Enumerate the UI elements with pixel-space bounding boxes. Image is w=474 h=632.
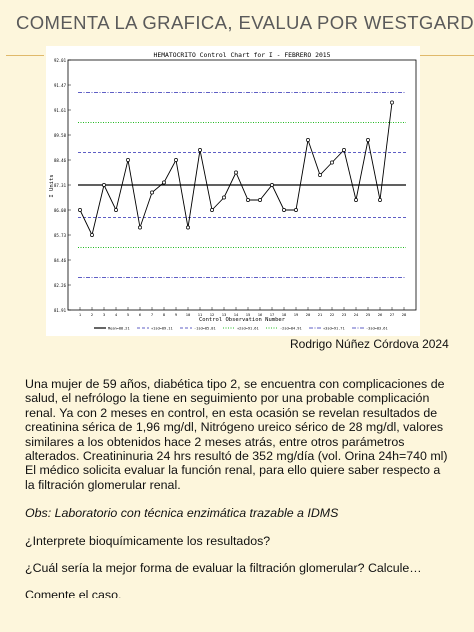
data-point: [390, 101, 393, 104]
x-tick-label: 6: [138, 312, 142, 317]
x-tick-label: 18: [281, 312, 287, 317]
data-point: [234, 171, 237, 174]
x-tick-label: 12: [209, 312, 215, 317]
data-point: [318, 173, 321, 176]
y-tick-label: 85.73: [53, 233, 66, 238]
data-point: [354, 198, 357, 201]
y-tick-label: 87.31: [53, 183, 66, 188]
y-tick-labels: [54, 58, 71, 313]
x-tick-label: 24: [353, 312, 359, 317]
y-tick-label: 84.46: [53, 258, 66, 263]
question-2: ¿Cuál sería la mejor forma de evaluar la filtración glomerular? Calcule…: [25, 561, 422, 576]
data-point: [294, 208, 297, 211]
data-point: [270, 183, 273, 186]
x-tick-label: 10: [185, 312, 191, 317]
data-point: [162, 181, 165, 184]
chart-xlabel: Control Observation Number: [198, 317, 286, 323]
legend-label: -1sd=85.81: [194, 326, 216, 331]
x-tick-label: 13: [221, 312, 227, 317]
x-tick-label: 15: [245, 312, 251, 317]
x-tick-label: 21: [317, 312, 323, 317]
x-tick-label: 25: [365, 312, 371, 317]
data-point: [330, 161, 333, 164]
x-tick-label: 4: [114, 312, 118, 317]
data-point: [114, 208, 117, 211]
closing-prompt: Comente el caso.: [25, 588, 122, 599]
x-tick-label: 27: [389, 312, 395, 317]
x-tick-label: 5: [126, 312, 130, 317]
x-tick-label: 16: [257, 312, 263, 317]
chart-title: HEMATOCRITO Control Chart for I - FEBRERO 2015: [153, 51, 331, 59]
data-point: [90, 233, 93, 236]
chart-legend: [94, 327, 388, 331]
slide-title: COMENTA LA GRAFICA, EVALUA POR WESTGARD: [16, 12, 474, 33]
question-1: ¿Interprete bioquímicamente los resultados?: [25, 533, 271, 548]
data-point: [126, 158, 129, 161]
lab-note: Obs: Laboratorio con técnica enzimática trazable a IDMS: [25, 506, 339, 521]
legend-label: +3sd=91.71: [323, 326, 345, 331]
legend-label: +1sd=89.11: [151, 326, 173, 331]
data-point: [366, 138, 369, 141]
data-point: [186, 226, 189, 229]
data-point: [198, 148, 201, 151]
data-point: [222, 196, 225, 199]
x-tick-label: 1: [78, 312, 82, 317]
y-tick-label: 92.01: [53, 58, 66, 63]
data-point: [282, 208, 285, 211]
y-tick-label: 86.08: [53, 208, 66, 213]
y-tick-label: 81.91: [53, 308, 66, 313]
y-tick-label: 89.58: [53, 133, 66, 138]
data-point: [150, 191, 153, 194]
x-tick-label: 26: [377, 312, 383, 317]
y-tick-label: 91.47: [53, 83, 66, 88]
title-rule-right: [418, 55, 474, 56]
x-tick-label: 14: [233, 312, 239, 317]
data-point: [378, 198, 381, 201]
data-point: [306, 138, 309, 141]
case-body: [25, 377, 450, 598]
x-tick-label: 17: [269, 312, 275, 317]
x-tick-label: 3: [102, 312, 106, 317]
data-point: [258, 198, 261, 201]
author-name: Rodrigo Núñez Córdova 2024: [290, 337, 449, 351]
x-tick-label: 9: [174, 312, 178, 317]
legend-label: Mean=88.21: [108, 326, 130, 331]
legend-label: -2sd=84.91: [280, 326, 302, 331]
x-tick-labels: [79, 307, 407, 317]
case-text: Una mujer de 59 años, diabética tipo 2, se encuentra con complicaciones de salud, el nefrólogo la tiene en seguimiento por una probable complicación renal. Ya con 2 meses en control, en esta ocasión se revelan resultados de creatinina sérica de 1,96 mg/dl, Nitrógeno ureico sérico de 28 mg/dl, valores similares a los obtenidos hace 2 meses atrás, entre otros parámetros alterados. Creatininuria 24 hrs resultó de 352 mg/día (vol. Orina 24h=740 ml) El médico solicita evaluar la función renal, para ello quiere saber respecto a la filtración glomerular renal.: [25, 377, 448, 492]
chart-ylabel: I Units: [49, 174, 55, 198]
x-tick-label: 28: [401, 312, 407, 317]
legend-label: -3sd=83.61: [366, 326, 388, 331]
y-tick-label: 88.46: [53, 158, 66, 163]
control-chart: [46, 46, 420, 336]
x-tick-label: 22: [329, 312, 335, 317]
data-point: [246, 198, 249, 201]
x-tick-label: 23: [341, 312, 347, 317]
data-point: [342, 148, 345, 151]
x-tick-label: 8: [162, 312, 166, 317]
data-point: [102, 183, 105, 186]
data-point: [78, 208, 81, 211]
data-point: [138, 226, 141, 229]
y-tick-label: 82.26: [53, 283, 66, 288]
x-tick-label: 11: [197, 312, 203, 317]
control-lines: [78, 93, 406, 278]
x-tick-label: 19: [293, 312, 299, 317]
legend-label: +2sd=91.61: [237, 326, 259, 331]
y-tick-label: 91.61: [53, 108, 66, 113]
data-point: [210, 208, 213, 211]
data-point: [174, 158, 177, 161]
control-chart-svg: [46, 46, 420, 336]
x-tick-label: 7: [150, 312, 154, 317]
title-rule-left: [6, 55, 44, 56]
data-series: [78, 101, 393, 237]
x-tick-label: 20: [305, 312, 311, 317]
x-tick-label: 2: [90, 312, 94, 317]
